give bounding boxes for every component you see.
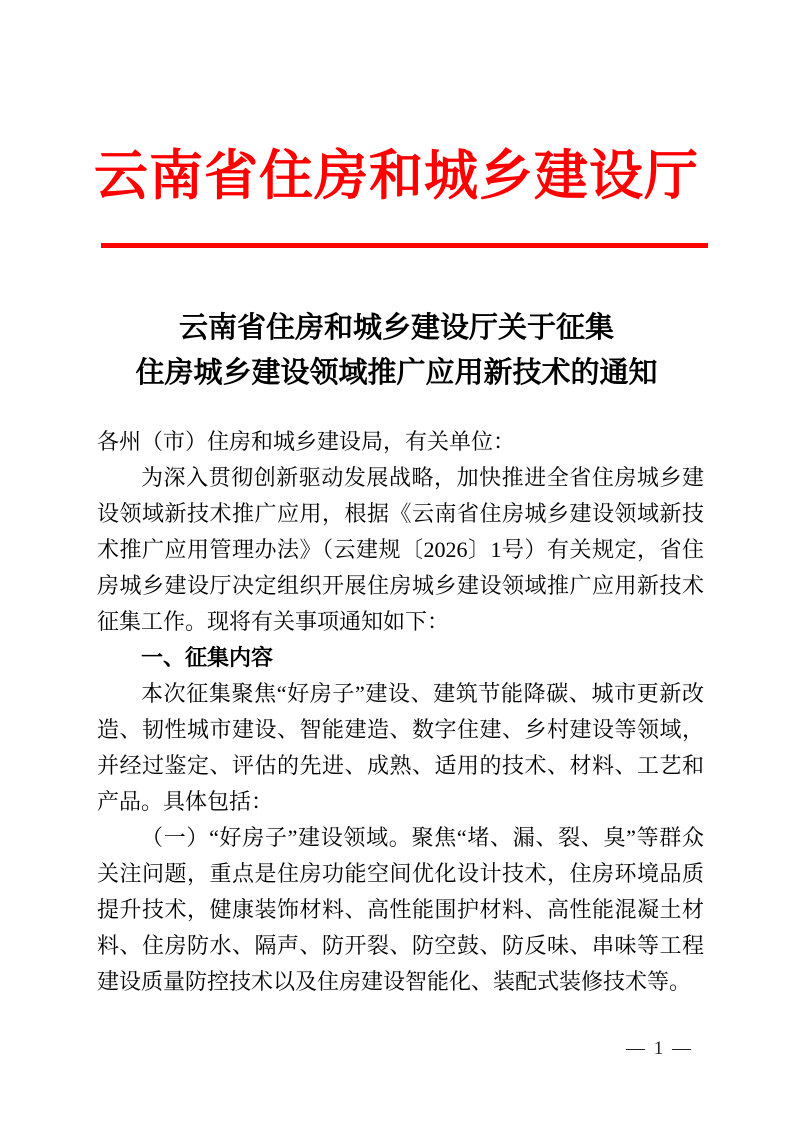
section-1-intro-paragraph: 本次征集聚焦“好房子”建设、建筑节能降碳、城市更新改造、韧性城市建设、智能建造、数字住建、乡村建设等领域，并经过鉴定、评估的先进、成熟、适用的技术、材料、工艺和产品。具体包括： xyxy=(97,681,704,814)
page-number: — 1 — xyxy=(626,1038,693,1059)
item-1-lead: （一）“好房子”建设领域。 xyxy=(141,825,412,850)
document-title xyxy=(0,306,793,396)
item-1-paragraph xyxy=(97,820,704,1000)
document-body xyxy=(97,424,704,1000)
letterhead-divider xyxy=(101,243,708,248)
document-title-line2: 住房城乡建设领域推广应用新技术的通知 xyxy=(135,357,658,389)
intro-paragraph: 为深入贯彻创新驱动发展战略，加快推进全省住房城乡建设领域新技术推广应用，根据《云南省住房城乡建设领域新技术推广应用管理办法》（云建规〔2026〕1号）有关规定，省住房城乡建设厅决定组织开展住房城乡建设领域推广应用新技术征集工作。现将有关事项通知如下： xyxy=(97,465,704,634)
salutation: 各州（市）住房和城乡建设局，有关单位： xyxy=(97,429,516,454)
section-1-heading: 一、征集内容 xyxy=(141,645,274,670)
item-1-text: 聚焦“堵、漏、裂、臭”等群众关注问题，重点是住房功能空间优化设计技术，住房环境品质提升技术，健康装饰材料、高性能围护材料、高性能混凝土材料、住房防水、隔声、防开裂、防空鼓、防反味、串味等工程建设质量防控技术以及住房建设智能化、装配式装修技术等。 xyxy=(97,825,704,994)
document-title-line1: 云南省住房和城乡建设厅关于征集 xyxy=(178,312,614,344)
letterhead-title: 云南省住房和城乡建设厅 xyxy=(94,146,699,206)
